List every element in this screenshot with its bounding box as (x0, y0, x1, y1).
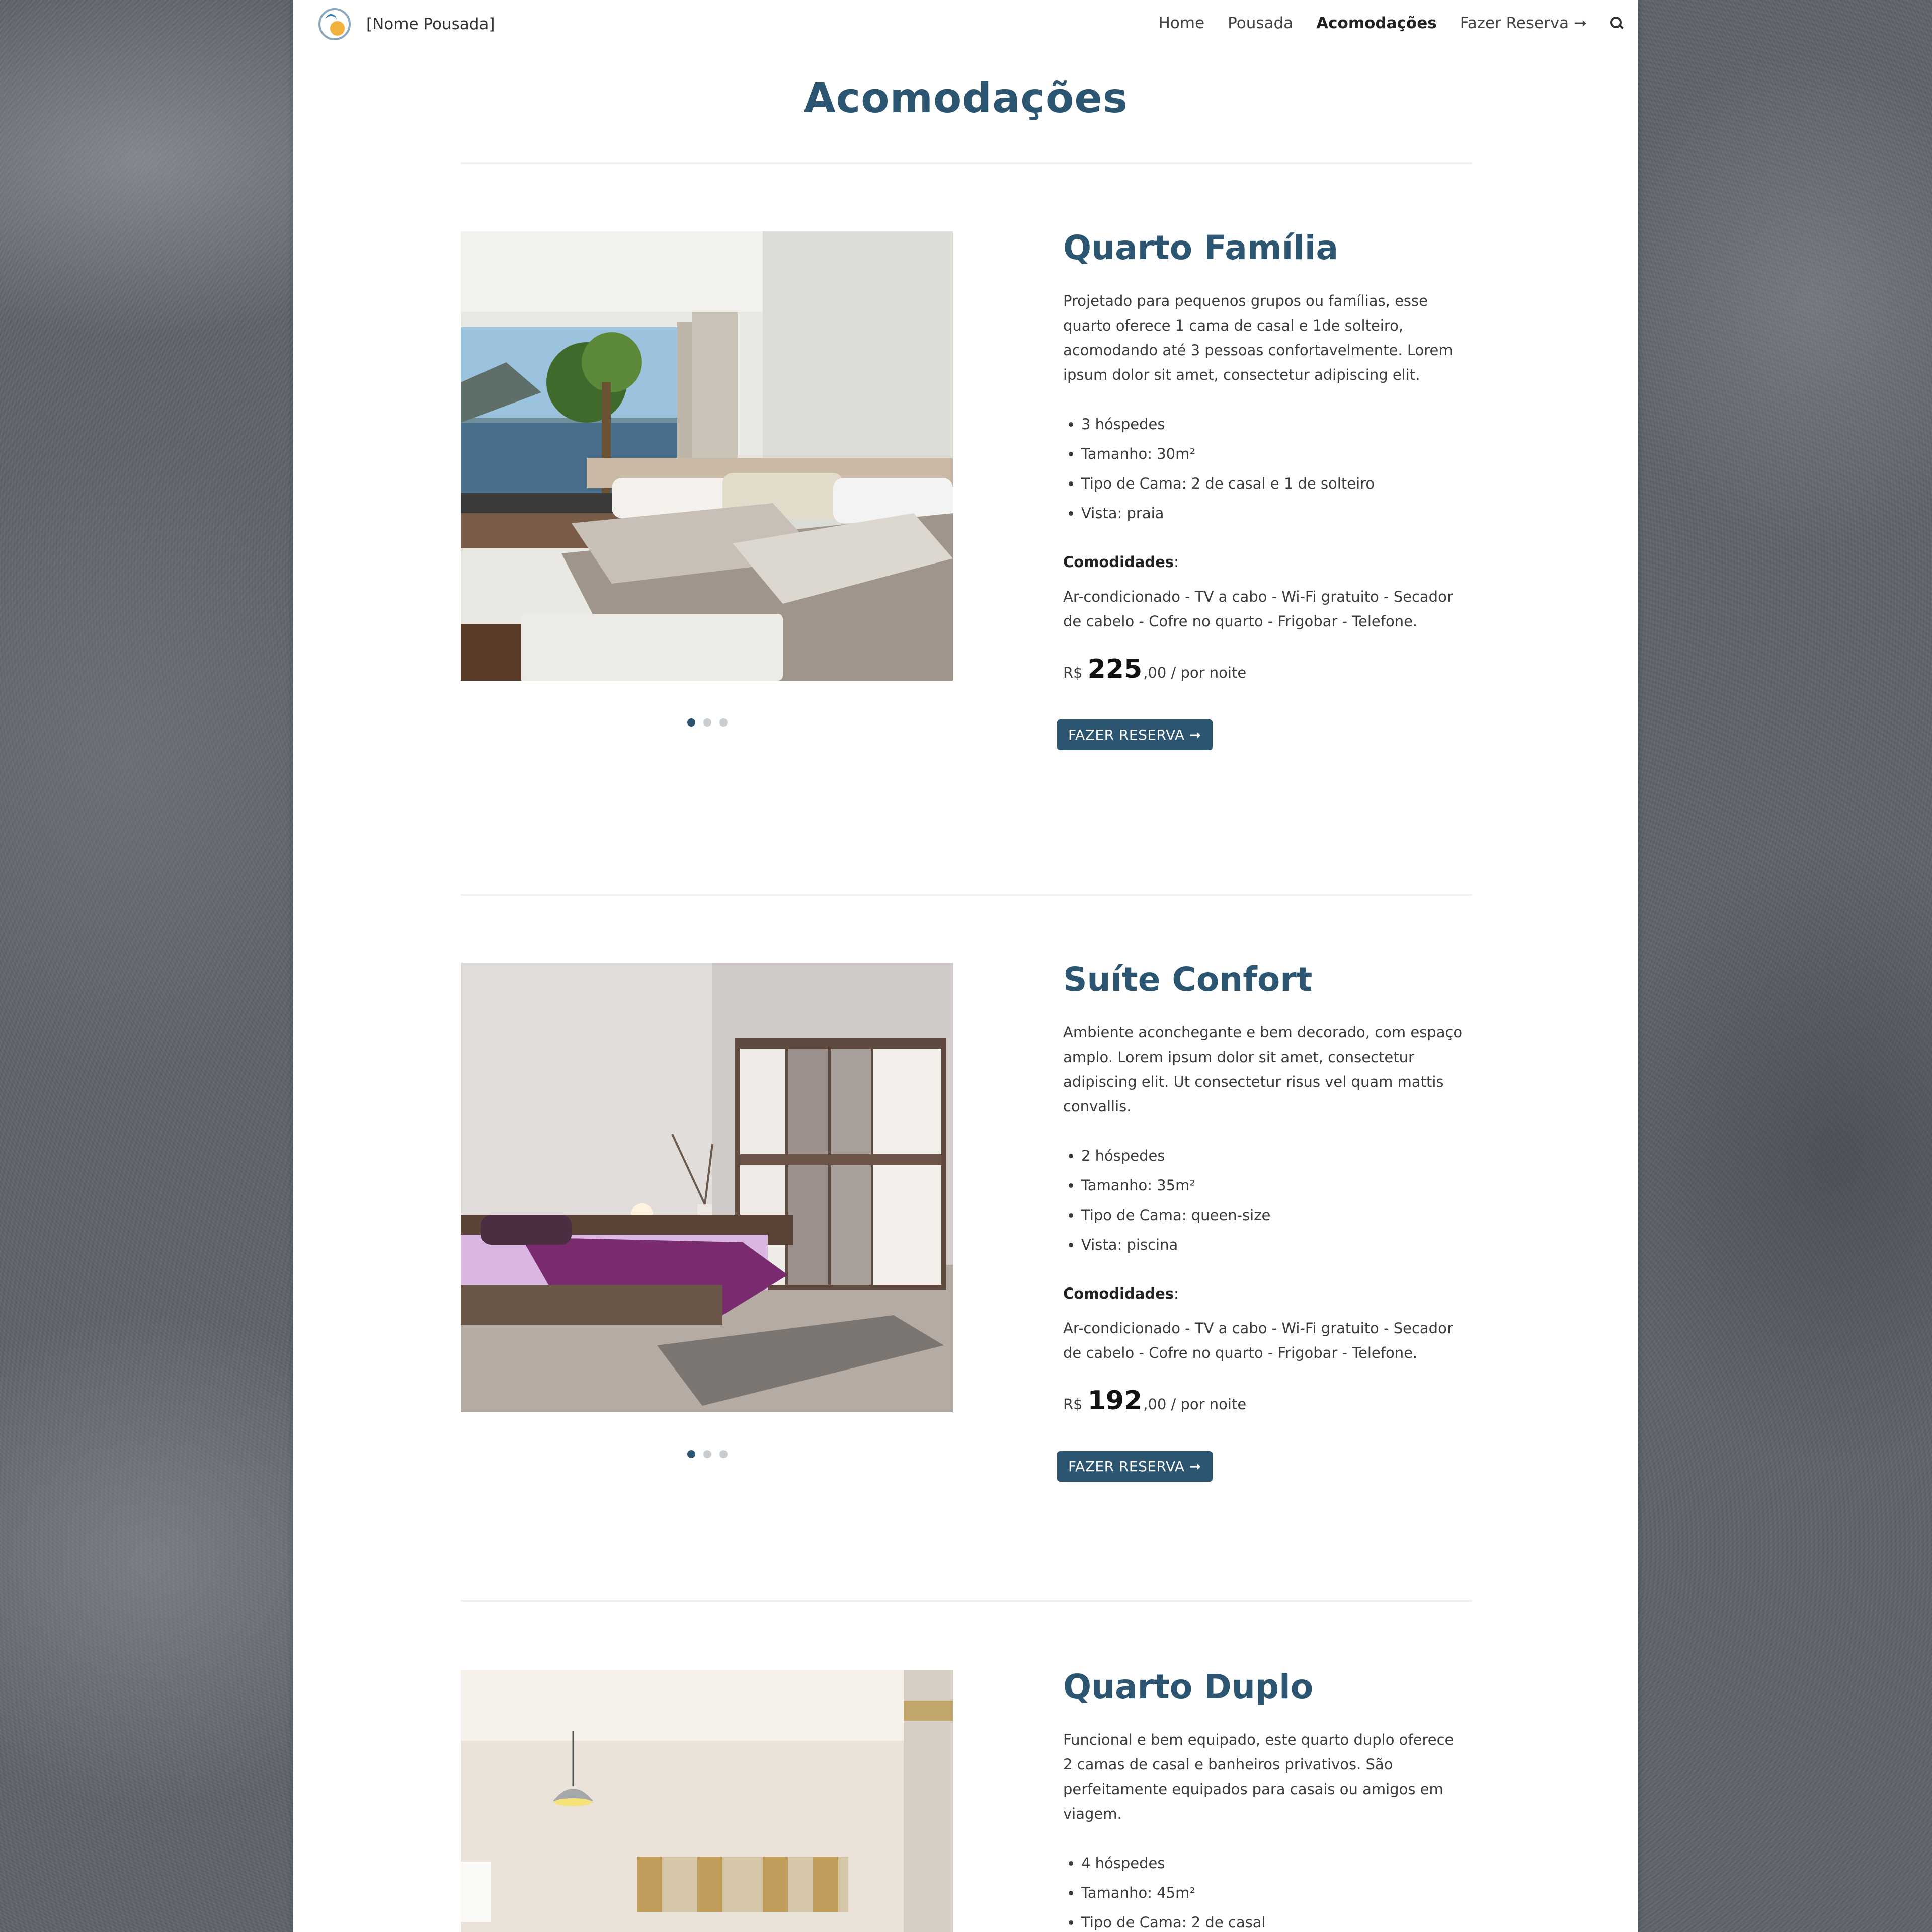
page-title: Acomodações (803, 74, 1128, 122)
carousel-dot-2[interactable] (703, 718, 711, 727)
carousel-dots (687, 718, 728, 727)
price-currency: R$ (1063, 1396, 1083, 1413)
price-currency: R$ (1063, 664, 1083, 681)
reserve-button[interactable]: FAZER RESERVA ➞ (1057, 1451, 1213, 1482)
feature-size: • Tamanho: 45m² (1081, 1878, 1466, 1908)
room-info (1063, 960, 1466, 1482)
room-info (1063, 1667, 1466, 1932)
feature-guests: • 4 hóspedes (1081, 1848, 1466, 1878)
carousel-dots (687, 1450, 728, 1458)
room-price (1063, 654, 1466, 684)
room-features (1063, 410, 1466, 528)
divider (461, 1600, 1472, 1602)
feature-guests: • 2 hóspedes (1081, 1141, 1466, 1171)
carousel-dot-3[interactable] (719, 1450, 728, 1458)
amenities-list: Ar-condicionado - TV a cabo - Wi-Fi gratuito - Secador de cabelo - Cofre no quarto - Frigobar - Telefone. (1063, 588, 1453, 630)
page (293, 0, 1638, 1932)
room-title: Quarto Duplo (1063, 1667, 1314, 1706)
amenities-list: Ar-condicionado - TV a cabo - Wi-Fi gratuito - Secador de cabelo - Cofre no quarto - Frigobar - Telefone. (1063, 1320, 1453, 1361)
reserve-button[interactable]: FAZER RESERVA ➞ (1057, 719, 1213, 750)
search-icon[interactable] (1610, 17, 1623, 30)
room-price (1063, 1386, 1466, 1416)
room-title: Suíte Confort (1063, 960, 1313, 999)
room-quarto-duplo (461, 1667, 1472, 1932)
amenities-label: Comodidades: (1063, 1285, 1179, 1302)
price-per-night: ,00 / por noite (1143, 664, 1247, 681)
feature-size: • Tamanho: 35m² (1081, 1171, 1466, 1200)
divider (461, 894, 1472, 896)
nav-item-pousada[interactable]: Pousada (1228, 14, 1294, 32)
site-header (293, 0, 1638, 50)
site-name[interactable]: [Nome Pousada] (366, 15, 495, 33)
room-suite-confort (461, 960, 1472, 1567)
feature-size: • Tamanho: 30m² (1081, 439, 1466, 469)
room-description: Projetado para pequenos grupos ou famílias, esse quarto oferece 1 cama de casal e 1de solteiro, acomodando até 3 pessoas confortavelmente. Lorem ipsum dolor sit amet, consectetur adipiscing elit. (1063, 292, 1453, 383)
room-info (1063, 228, 1466, 750)
feature-view: • Vista: praia (1081, 499, 1466, 528)
carousel-dot-1[interactable] (687, 1450, 695, 1458)
room-photo[interactable] (461, 1670, 953, 1932)
nav-item-home[interactable]: Home (1158, 14, 1205, 32)
feature-guests: • 3 hóspedes (1081, 410, 1466, 439)
nav-item-fazer-reserva[interactable]: Fazer Reserva ➞ (1460, 14, 1587, 32)
price-amount: 192 (1087, 1386, 1143, 1416)
room-features (1063, 1848, 1466, 1932)
room-features (1063, 1141, 1466, 1260)
feature-bed-type: • Tipo de Cama: 2 de casal (1081, 1908, 1466, 1932)
room-description: Ambiente aconchegante e bem decorado, com espaço amplo. Lorem ipsum dolor sit amet, consectetur adipiscing elit. Ut consectetur risus vel quam mattis convallis. (1063, 1024, 1463, 1115)
feature-bed-type: • Tipo de Cama: queen-size (1081, 1200, 1466, 1230)
main-nav (1159, 14, 1623, 32)
logo-icon[interactable] (318, 8, 351, 40)
room-title: Quarto Família (1063, 228, 1338, 267)
feature-bed-type: • Tipo de Cama: 2 de casal e 1 de solteiro (1081, 469, 1466, 499)
carousel-dot-1[interactable] (687, 718, 695, 727)
divider (461, 162, 1472, 164)
amenities-label: Comodidades: (1063, 553, 1179, 571)
room-photo[interactable] (461, 231, 953, 681)
room-quarto-familia (461, 228, 1472, 835)
price-amount: 225 (1087, 654, 1143, 684)
feature-view: • Vista: piscina (1081, 1230, 1466, 1260)
room-description: Funcional e bem equipado, este quarto duplo oferece 2 camas de casal e banheiros privativos. São perfeitamente equipados para casais ou amigos em viagem. (1063, 1731, 1454, 1822)
carousel-dot-3[interactable] (719, 718, 728, 727)
nav-item-acomodacoes[interactable]: Acomodações (1316, 14, 1437, 32)
carousel-dot-2[interactable] (703, 1450, 711, 1458)
price-per-night: ,00 / por noite (1143, 1396, 1247, 1413)
room-photo[interactable] (461, 963, 953, 1412)
